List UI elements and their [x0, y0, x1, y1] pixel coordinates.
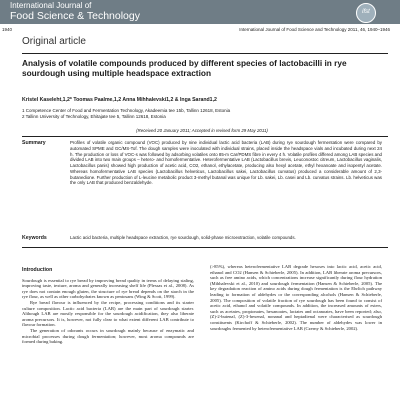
intro-left-column	[22, 268, 194, 345]
journal-citation: International Journal of Food Science and Technology 2011, 46, 1940–1946	[239, 27, 390, 32]
page-number: 1940	[2, 27, 13, 32]
journal-name-line-2: Food Science & Technology	[10, 10, 140, 22]
author-list: Kristel Kaseleht,1,2* Toomas Paalme,1,2 Anna Mihhalevski1,2 & Inga Sarand1,2	[22, 97, 217, 103]
affiliation-2: 2 Tallinn University of Technology, Ehitajate tee 5, Tallinn 12618, Estonia	[22, 113, 166, 119]
intro-paragraph-1: Sourdough is essential to rye bread by improving bread quality in terms of delaying staling, improving taste, texture, aroma and generally increasing shelf life (Plessas et al., 2008). As rye does not contain enough gluten, the structure of rye bread depends on the starch in the rye flour, as well as other carbohydrates known as pentosans (Wing & Scott, 1999).	[22, 277, 194, 300]
article-title: Analysis of volatile compounds produced by different species of lactobacilli in rye sourdough using multiple headspace extraction	[22, 58, 347, 78]
journal-name-line-1: International Journal of	[10, 1, 92, 10]
affiliation-1: 1 Competence Center of Food and Fermentation Technology, Akadeemia tee 15b, Tallinn 12618, Estonia	[22, 108, 231, 113]
keywords-text: Lactic acid bacteria, multiple headspace extraction, rye sourdough, solid-phase microextraction, volatile compounds.	[70, 235, 296, 240]
affiliations	[22, 108, 382, 119]
intro-paragraph-2: Rye bread flavour is influenced by the recipe, processing conditions and its starter culture composition. Lactic acid bacteria (LAB) are the main part of sourdough starter. Although LAB are mostly responsible for the sourdough acidification, they also liberate aroma precursors. It is, however, not fully clear to what extent different LAB contribute to flavour formation.	[22, 299, 194, 328]
introduction-heading: Introduction	[22, 267, 53, 273]
intro-paragraph-3: The generation of odorants occurs in sourdough mainly because of enzymatic and microbial processes during dough fermentation; however, most aroma compounds are formed during baking.	[22, 327, 194, 345]
summary-label: Summary	[22, 140, 46, 146]
ifst-logo	[356, 3, 376, 23]
ifst-logo-text: ifst	[362, 9, 370, 15]
intro-right-column	[210, 264, 382, 331]
divider-keywords	[22, 247, 388, 248]
article-type: Original article	[22, 36, 86, 47]
summary-text: Profiles of volatile organic compound (VOC) produced by nine individual lactic acid bacteria (LAB) during rye sourdough fermentation were compared by automated SPME and GC/MS-Tof. The dough samples were inoculated with individual strains, placed inside the headspace vials and incubated during next 24 h. The production or loss of VOC-s was followed by adsorbing volatiles onto 85-m Car/PDMS fibre in every 4 h. Volatile profiles differed among LAB species and divided LAB into two main groups – hetero- and homofermentative. Heterofermentative LAB (Lactobacillus brevis, Leuconostoc citreum, Lactobacillus vaginalis, Lactobacillus panis) showed high production of acetic acid, CO2, ethanol, ethylacetate, producing also hexyl acetate, ethyl hexanoate and isopentyl acetate. Whereas homofermentative LAB species (Lactobacillus helveticus, Lactobacillus sakei, Lactobacillus curvatus) produced a considerable amount of 2,3-butanedione. Further production of L-leucine metabolic product 3-methyl butanal was unique for Lb. sakei, Lb. casei and Lb. curvatus strains. Lb. helveticus was the only LAB that produced benzaldehyde.	[70, 140, 382, 186]
divider-summary	[22, 136, 388, 137]
divider-top	[22, 53, 388, 54]
intro-right-paragraph: (>85%), whereas heterofermentative LAB degrade hexoses into lactic acid, acetic acid, ethanol and CO2 (Hansen & Schieberle, 2005). In addition, LAB liberate aroma precursors, such as free amino acids, which concentrations increase significantly during flour hydration (Mihhalevski et al., 2010) and sourdough fermentation (Hansen & Schieberle, 2005). The key degradation reaction of amino acids during dough fermentation is the Ehrlich pathway leading to formation of aldehydes or the corresponding alcohols (Hansen & Schieberle, 2005). The composition of volatile fraction of rye sourdough has been found to consist of acetic acid, ethanol and volatile compounds. In addition, the increased amounts of esters, such as acetates, propionates, hexanoates, lactates and octanoates, have been reported; also, (Z)-2-butenal, (Z)-3-hexenal, nonanal and heptadienal were characterised as sourdough constituents (Kirchoff & Schieberle, 2002). The number of aldehydes was lower in sourdoughs fermented by heterofermentative LAB (Czerny & Schieberle, 2002).	[210, 264, 382, 331]
journal-banner	[0, 0, 400, 24]
keywords-label: Keywords	[22, 235, 47, 241]
received-dates: (Received 20 January 2011; Accepted in revised form 29 May 2011)	[136, 128, 268, 133]
